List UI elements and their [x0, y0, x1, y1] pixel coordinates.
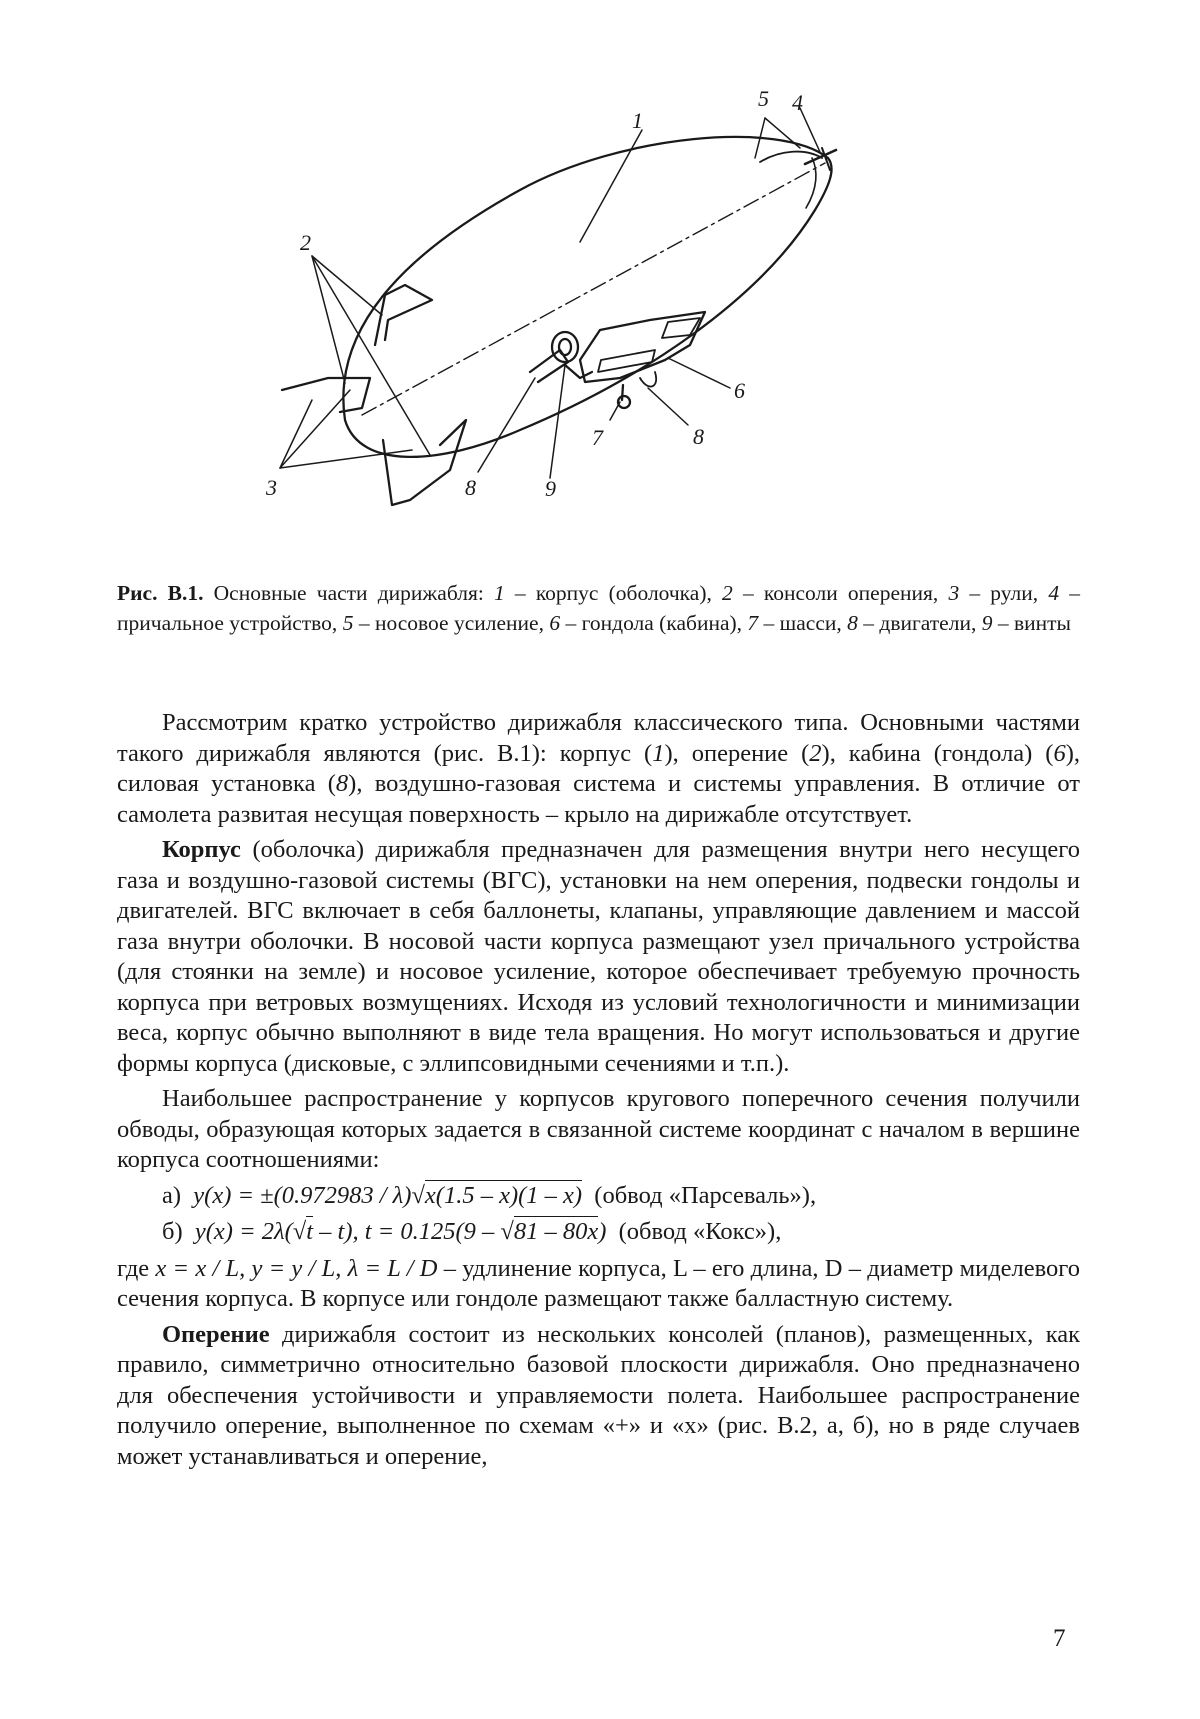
- lower-fin: [383, 420, 466, 505]
- formula-end: ): [598, 1218, 607, 1245]
- caption-part: – корпус (оболочка),: [504, 581, 723, 605]
- caption-part: 4: [1048, 581, 1060, 605]
- caption-part: – винты: [992, 611, 1071, 635]
- left-fin: [282, 378, 370, 412]
- formula-root: t: [306, 1218, 314, 1245]
- sqrt-sign: √: [411, 1181, 425, 1209]
- caption-part: 6: [549, 611, 561, 635]
- paragraph-contours: Наибольшее распространение у корпусов кругового поперечного сечения получили обводы, образующая которых задается в связанной системе координат с началом в вершине корпуса соотношениями:: [117, 1085, 1080, 1173]
- sqrt-sign: √: [500, 1218, 514, 1245]
- caption-part: – причальное устройство,: [117, 581, 1080, 635]
- airship-drawing: [266, 86, 910, 550]
- text-run: ), воздушно-газовая система и системы управления. В отличие от самолета развитая несущая поверхность – крыло на дирижабле отсутствует.: [117, 770, 1080, 828]
- callout-1: 1: [632, 108, 643, 133]
- caption-part: – консоли оперения,: [732, 581, 949, 605]
- paragraph-hull: [117, 835, 1080, 1079]
- caption-part: 9: [981, 611, 993, 635]
- formula-root: 81 – 80x: [513, 1218, 599, 1245]
- airship-figure: [266, 86, 910, 550]
- callout-5: 5: [758, 86, 769, 111]
- callout-3: 3: [266, 475, 277, 500]
- term-empennage: Оперение: [162, 1320, 270, 1348]
- callout-6: 6: [734, 378, 745, 403]
- formula-label: а): [162, 1181, 182, 1209]
- caption-part: 3: [948, 581, 960, 605]
- caption-label: Рис. В.1.: [117, 581, 204, 605]
- caption-part: 1: [493, 581, 505, 605]
- text-run: (оболочка) дирижабля предназначен для размещения внутри него несущего газа и воздушно-газовой системы (ВГС), установки на нем оперения, подвески гондолы и двигателей. ВГС включает в себя баллонеты, клапаны, управляющие давлением и массой газа внутри оболочки. В носовой части корпуса размещают узел причального устройства (для стоянки на земле) и носовое усиление, которое обеспечивает требуемую прочность корпуса при ветровых возмущениях. Исходя из условий технологичности и минимизации веса, корпус обычно выполняют в виде тела вращения. Но могут использоваться и другие формы корпуса (дисковые, с эллипсовидными сечениями и т.п.).: [117, 836, 1080, 1077]
- formula-mid: – t), t = 0.125(9 –: [313, 1218, 501, 1245]
- caption-part: – гондола (кабина),: [560, 611, 748, 635]
- hull-axis: [362, 163, 825, 415]
- text-run: дирижабля состоит из нескольких консолей (планов), размещенных, как правило, симметрично относительно базовой плоскости дирижабля. Оно предназначено для обеспечения устойчивости и управляемости полета. Наибольшее распространение получило оперение, выполненное по схемам «+» и «х» (рис. В.2, а, б), но в ряде случаев может устанавливаться и оперение,: [117, 1320, 1080, 1470]
- caption-part: – двигатели,: [857, 611, 982, 635]
- caption-part: 8: [847, 611, 858, 635]
- text-run: ), силовая установка (: [117, 739, 1080, 797]
- body-text: [117, 708, 1080, 1477]
- text-run: ), кабина (гондола) (: [821, 739, 1054, 767]
- text-run: где: [117, 1254, 156, 1282]
- callout-4: 4: [792, 90, 803, 115]
- formula-note: (обвод «Кокс»),: [618, 1218, 782, 1245]
- text-run: – удлинение корпуса, L – его длина, D – диаметр миделевого сечения корпуса. В корпусе или гондоле размещают также балластную систему.: [117, 1254, 1080, 1312]
- text-run: 8: [335, 770, 349, 797]
- paragraph-intro: [117, 708, 1080, 830]
- caption-part: 7: [747, 611, 759, 635]
- figure-caption: [117, 578, 1080, 638]
- text-run: ), оперение (: [664, 739, 810, 767]
- callout-2: 2: [300, 230, 311, 255]
- text-run: 6: [1053, 739, 1066, 767]
- caption-text: [117, 581, 1080, 635]
- caption-part: – рули,: [959, 581, 1049, 605]
- text-run: Рассмотрим кратко устройство дирижабля классического типа. Основными частями такого дирижабля являются (рис. В.1): корпус (: [117, 709, 1080, 767]
- page-number: 7: [1053, 1625, 1066, 1652]
- formula-root: x(1.5 – x)(1 – x): [424, 1181, 583, 1209]
- caption-part: Основные части дирижабля:: [203, 581, 494, 605]
- formula-label: б): [162, 1218, 183, 1245]
- caption-part: – шасси,: [758, 611, 848, 635]
- formula-cox: [117, 1217, 1080, 1248]
- sqrt-sign: √: [292, 1218, 307, 1245]
- definitions-math: x = x / L, y = y / L, λ = L / D: [155, 1254, 438, 1282]
- caption-part: – носовое усиление,: [353, 611, 550, 635]
- text-run: 1: [652, 739, 665, 767]
- paragraph-definitions: [117, 1254, 1080, 1315]
- callout-7: 7: [592, 425, 603, 450]
- caption-part: 5: [342, 611, 354, 635]
- formula-lhs: y(x) = ±(0.972983 / λ): [193, 1181, 412, 1209]
- callout-8-right: 8: [693, 424, 704, 449]
- engine-pod: [640, 372, 656, 387]
- formula-lhs: y(x) = 2λ(: [194, 1218, 293, 1245]
- formula-note: (обвод «Парсеваль»),: [594, 1181, 817, 1209]
- callout-8-left: 8: [465, 475, 476, 500]
- callout-9: 9: [545, 476, 556, 501]
- formula-parseval: [117, 1181, 1080, 1212]
- text-run: 2: [809, 739, 822, 767]
- term-hull: Корпус: [162, 836, 241, 863]
- paragraph-empennage: [117, 1320, 1080, 1473]
- landing-gear: [622, 385, 623, 400]
- caption-part: 2: [722, 581, 733, 605]
- airship-hull: [343, 137, 831, 457]
